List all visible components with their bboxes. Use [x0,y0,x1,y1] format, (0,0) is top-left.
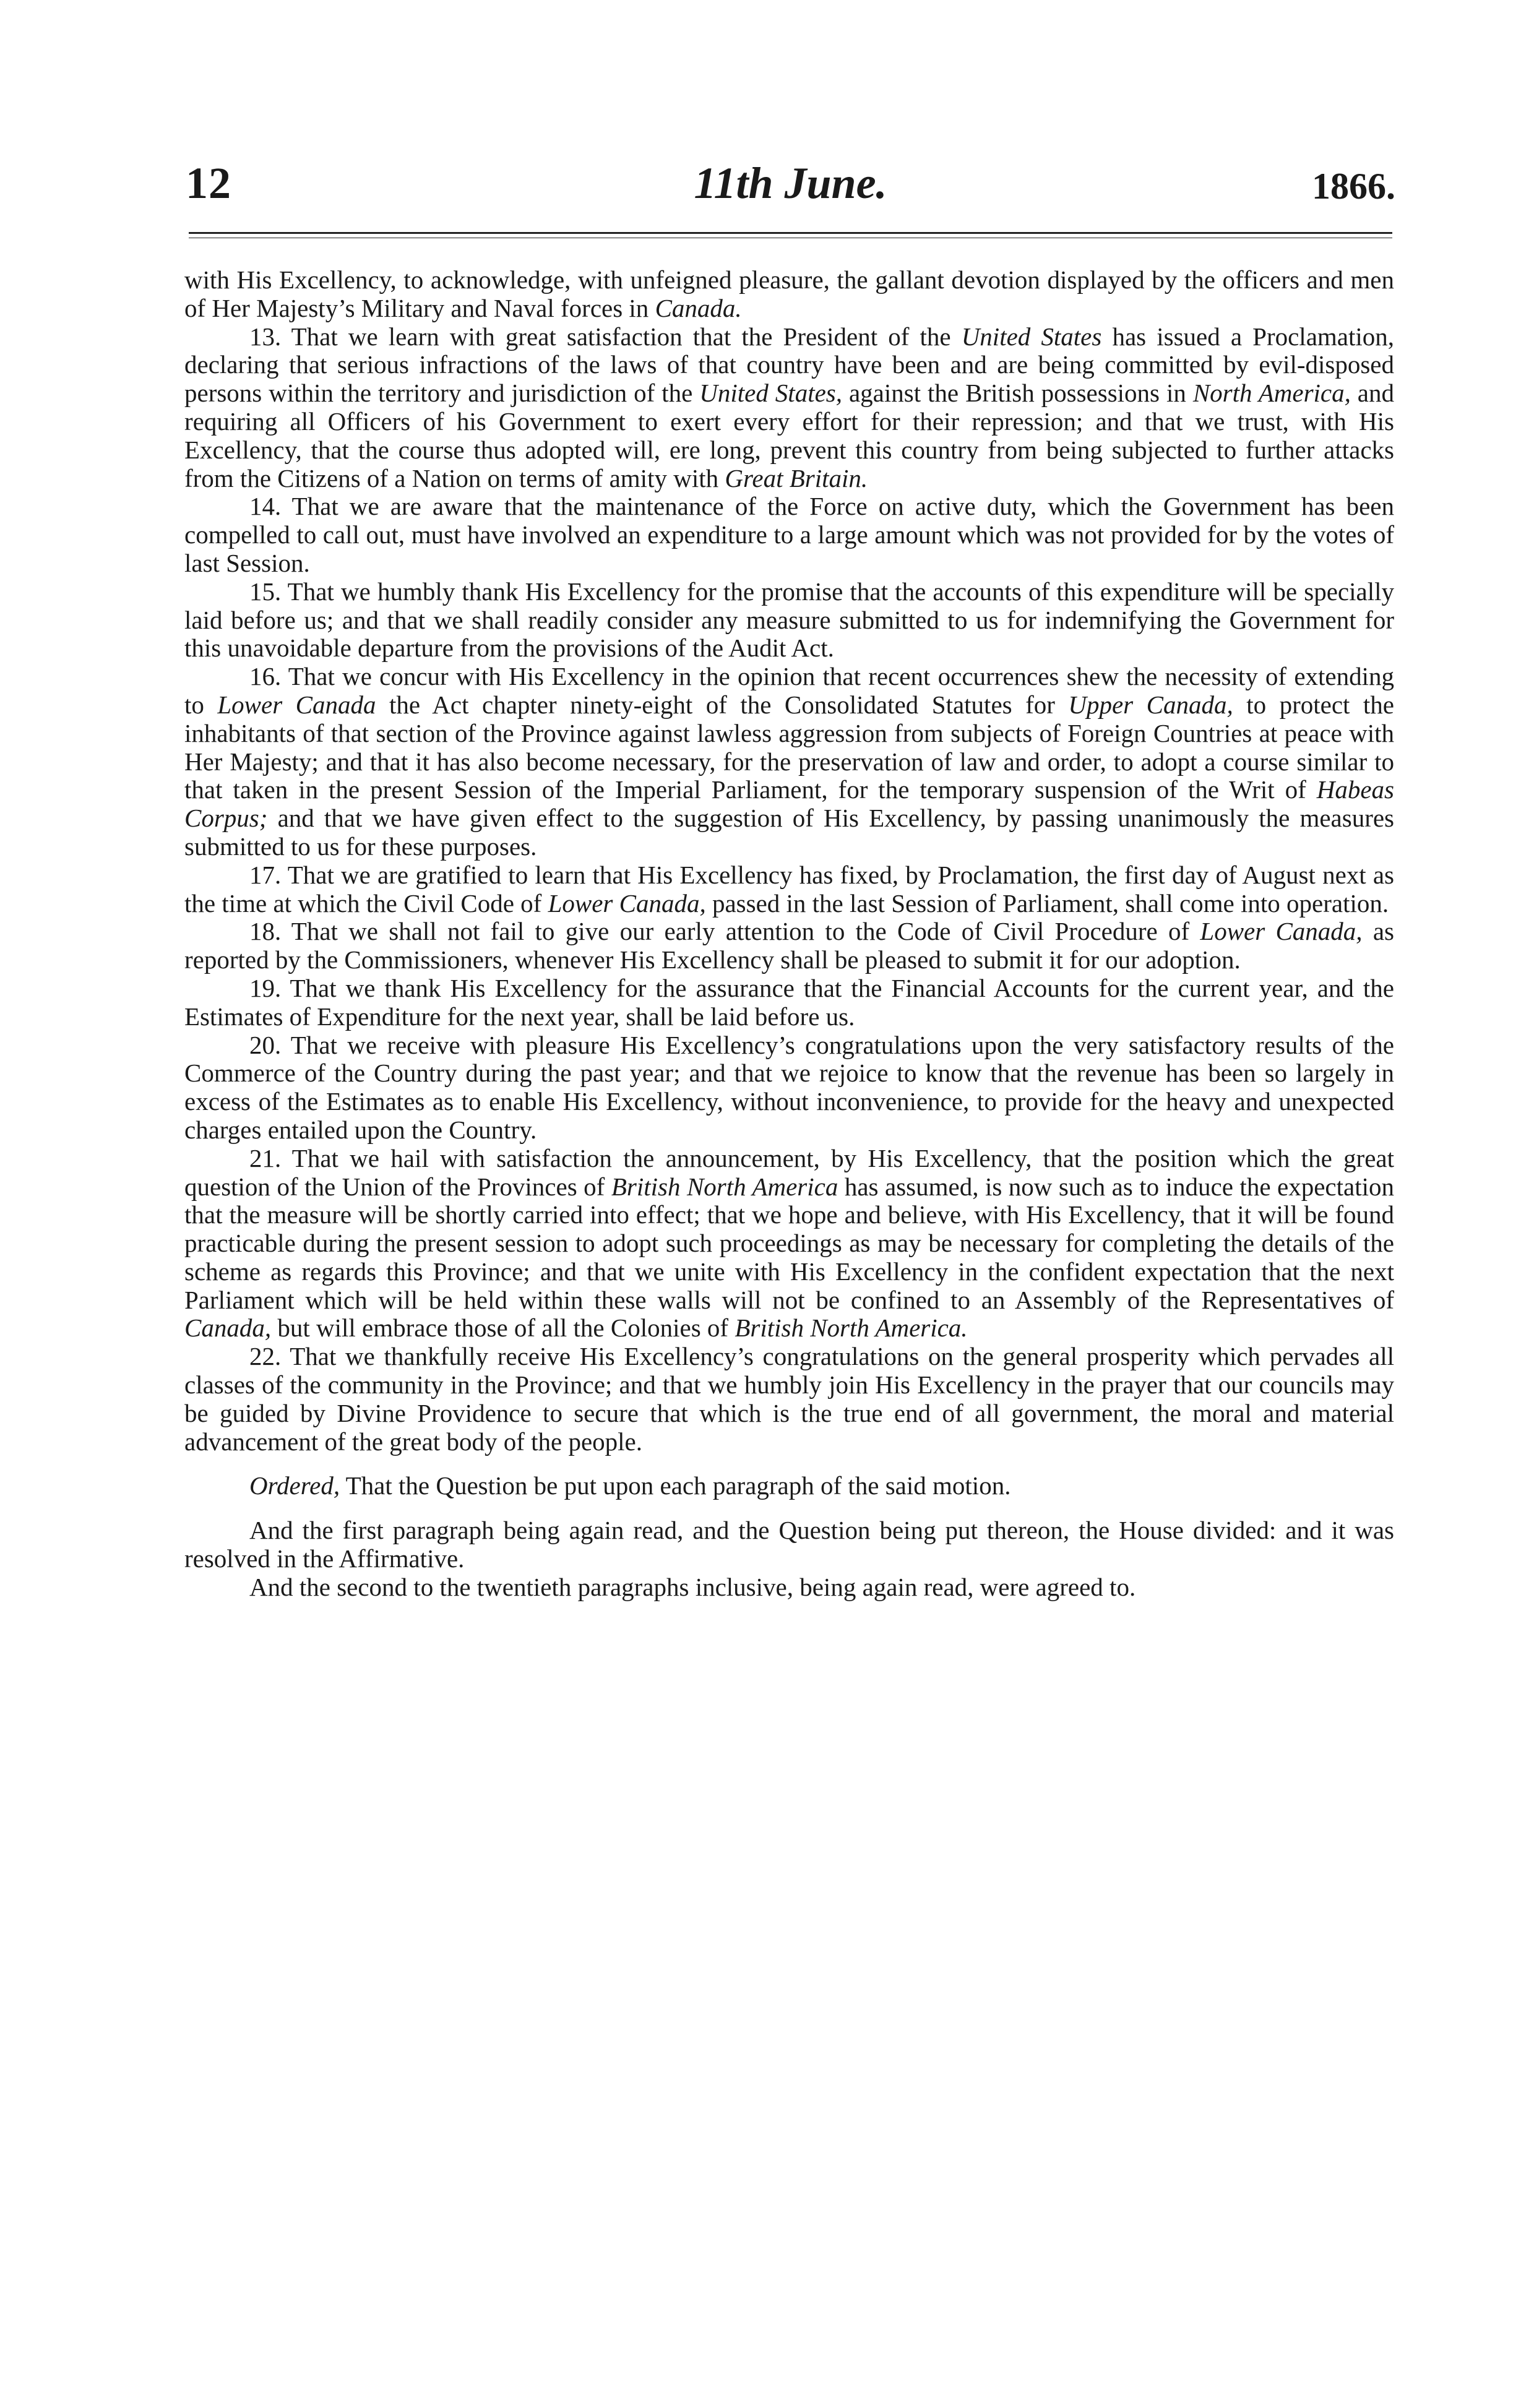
text-run: passed in the last Session of Parliament, shall come into operation. [705,888,1389,918]
page-date: 11th June. [694,158,887,208]
text-run: 19. That we thank His Excellency for the assurance that the Financial Accounts for the current year, and the Estimates of Expenditure for the next year, shall be laid before us. [184,973,1394,1031]
italic-text: Upper Canada, [1068,690,1233,719]
body-text [184,266,1394,1602]
page-header [186,158,1395,217]
italic-text: United States, [699,379,842,408]
paragraph [184,861,1394,918]
text-run: And the first paragraph being again read, and the Question being put thereon, the House divided: and it was resolved in the Affirmative. [184,1516,1394,1573]
paragraph [184,578,1394,663]
text-run: 16. That we concur with His Excellency in the opinion that recent occurrences shew the necessity of extending to [184,662,1394,719]
text-run: against the British possessions in [842,379,1193,408]
text-run: and that we have given effect to the suggestion of His Excellency, by passing unanimously the measures submitted to us for these purposes. [184,804,1394,861]
text-run: the Act chapter ninety-eight of the Consolidated Statutes for [376,690,1069,719]
italic-text: Lower Canada, [1200,917,1363,946]
text-run: 20. That we receive with pleasure His Excellency’s congratulations upon the very satisfactory results of the Commerce of the Country during the past year; and that we rejoice to know that the revenue has been so largely in excess of the Estimates as to enable His Excellency, without inconvenience, to provide for the heavy and unexpected charges entailed upon the Country. [184,1030,1394,1144]
italic-text: United States [961,322,1102,351]
paragraph [184,266,1394,323]
text-run: 14. That we are aware that the maintenance of the Force on active duty, which the Government has been compelled to call out, must have involved an expenditure to a large amount which was not provided for by the votes of last Session. [184,492,1394,577]
text-run: but will embrace those of all the Colonies of [271,1314,735,1343]
text-run: and requiring all Officers of his Government to exert every effort for their repression; and that we trust, with His Excellency, that the course thus adopted will, ere long, prevent this country from being subjected to further attacks from the Citizens of a Nation on terms of amity with [184,379,1395,492]
text-run: 13. That we learn with great satisfaction that the President of the [249,322,962,351]
italic-text: Canada, [184,1314,272,1343]
paragraph [184,1031,1394,1145]
text-run: as reported by the Commissioners, whenever His Excellency shall be pleased to submit it for our adoption. [184,917,1394,974]
paragraph [184,663,1394,861]
text-run: with His Excellency, to acknowledge, with unfeigned pleasure, the gallant devotion displayed by the officers and men of Her Majesty’s Military and Naval forces in [184,265,1394,322]
paragraph [184,1573,1394,1602]
paragraph [184,1516,1394,1573]
italic-text: British North America [611,1172,838,1201]
italic-text: Canada. [655,293,742,322]
paragraph [184,323,1394,493]
page-year: 1866. [1312,166,1395,207]
italic-text: Habeas Corpus; [184,775,1394,833]
paragraph [184,974,1394,1031]
text-run: to protect the inhabitants of that section of the Province against lawless aggression from subjects of Foreign Countries at peace with Her Majesty; and that it has also become necessary, for the preservation of law and order, to adopt a course similar to that taken in the present Session of the Imperial Parliament, for the temporary suspension of the Writ of [184,690,1394,804]
italic-text: Great Britain. [725,463,868,492]
italic-text: Ordered, [249,1471,340,1500]
text-run: That the Question be put upon each paragraph of the said motion. [340,1471,1011,1500]
italic-text: British North America. [735,1314,968,1343]
paragraph [184,1343,1394,1456]
header-rule-thick [189,232,1392,234]
italic-text: North America, [1192,379,1351,408]
page-number: 12 [186,158,231,208]
text-run: has assumed, is now such as to induce the expectation that the measure will be shortly carried into effect; that we hope and believe, with His Excellency, that it will be found practicable during the present session to adopt such proceedings as may be necessary for completing the details of the scheme as regards this Province; and that we unite with His Excellency in the confident expectation that the next Parliament which will be held within these walls will not be confined to an Assembly of the Representatives of [184,1172,1394,1314]
text-run: 18. That we shall not fail to give our early attention to the Code of Civil Procedure of [249,917,1200,946]
paragraph [184,918,1394,974]
text-run: 17. That we are gratified to learn that His Excellency has fixed, by Proclamation, the first day of August next as the time at which the Civil Code of [184,860,1394,918]
text-run: 21. That we hail with satisfaction the announcement, by His Excellency, that the position which the great question of the Union of the Provinces of [184,1143,1394,1201]
text-run: 15. That we humbly thank His Excellency for the promise that the accounts of this expenditure will be specially laid before us; and that we shall readily consider any measure submitted to us for indemnifying the Government for this unavoidable departure from the provisions of the Audit Act. [184,577,1394,663]
text-run: has issued a Proclamation, declaring that serious infractions of the laws of that country have been and are being committed by evil-disposed persons within the territory and jurisdiction of the [184,322,1395,408]
italic-text: Lower Canada [217,690,376,719]
paragraph [184,1145,1394,1343]
paragraph [184,492,1394,577]
text-run: 22. That we thankfully receive His Excellency’s congratulations on the general prosperity which pervades all classes of the community in the Province; and that we humbly join His Excellency in the prayer that our councils may be guided by Divine Providence to secure that which is the true end of all government, the moral and material advancement of the great body of the people. [184,1342,1394,1456]
italic-text: Lower Canada, [548,888,706,918]
paragraph [184,1472,1394,1500]
text-run: And the second to the twentieth paragraphs inclusive, being again read, were agreed to. [249,1572,1136,1601]
